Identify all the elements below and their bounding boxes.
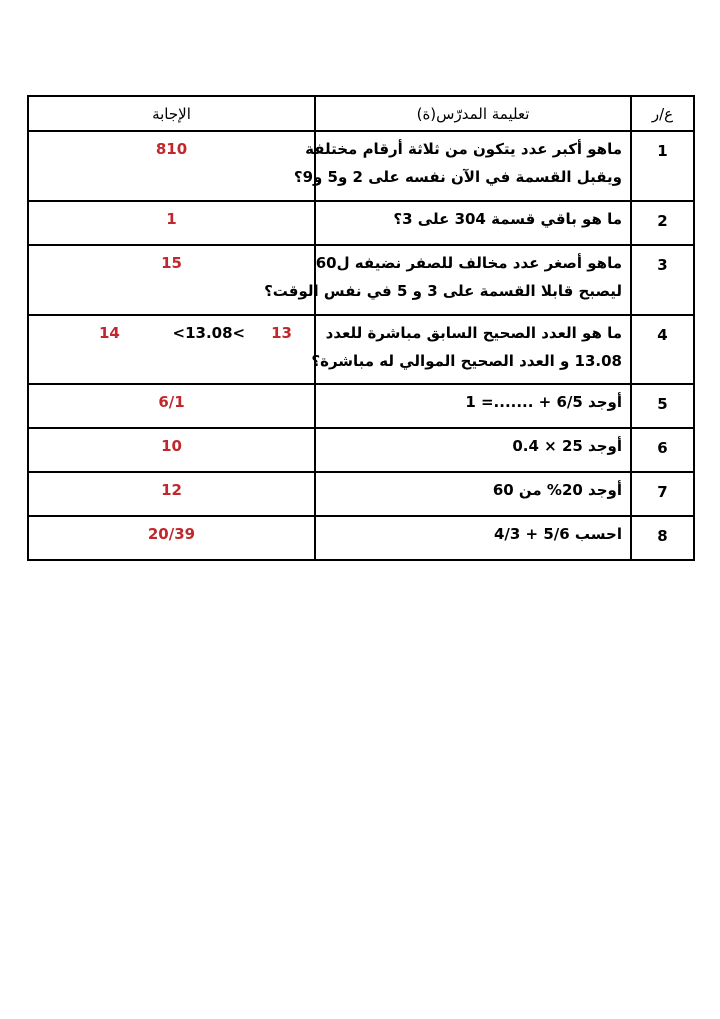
question-line: أوجد 6/5 + .......= 1 [465,393,622,411]
row-number: 6 [631,428,694,472]
row-number: 1 [631,131,694,201]
row-question [315,516,631,560]
row-number: 8 [631,516,694,560]
answer-mid: <13.08< [172,324,246,342]
table-row [28,315,694,384]
question-line: ويقبل القسمة في الآن نفسه على 2 و5 و9؟ [293,168,622,186]
row-number: 3 [631,245,694,315]
question-line: ليصبح قابلا القسمة على 3 و 5 في نفس الوقت؟ [264,282,622,300]
header-answer: الإجابة [28,96,315,131]
table-row [28,428,694,472]
row-answer: 1 [28,201,315,245]
row-answer: 10 [28,428,315,472]
row-number: 5 [631,384,694,428]
question-line: ما هو باقي قسمة 304 على 3؟ [393,210,622,228]
row-question [315,201,631,245]
row-question [311,315,631,384]
row-answer: 6/1 [28,384,315,428]
question-line: أوجد 25 × 0.4 [512,437,622,455]
header-question: تعليمة المدرّس(ة) [315,96,631,131]
row-answer [28,315,315,384]
row-number: 4 [631,315,694,384]
row-answer: 810 [28,131,315,201]
table-row [28,516,694,560]
header-row [28,96,694,131]
row-question [293,131,631,201]
question-line: ماهو أصغر عدد مخالف للصفر نضيفه ل60 [315,254,622,272]
row-question [315,384,631,428]
row-question [315,428,631,472]
question-line: 13.08 و العدد الصحيح الموالي له مباشرة؟ [311,352,622,370]
table-row [28,245,694,315]
row-number: 7 [631,472,694,516]
question-line: أوجد 20% من 60 [492,481,622,499]
row-answer: 12 [28,472,315,516]
table-row [28,384,694,428]
answer-low: 13 [271,324,292,342]
answer-range [29,324,314,342]
row-question [264,245,631,315]
row-answer: 20/39 [28,516,315,560]
table-row [28,472,694,516]
table-row [28,201,694,245]
question-line: ما هو العدد الصحيح السابق مباشرة للعدد [325,324,622,342]
question-line: ماهو أكبر عدد يتكون من ثلاثة أرقام مختلفة [305,140,622,158]
table-row [28,131,694,201]
question-line: احسب 5/6 + 4/3 [493,525,622,543]
worksheet-table [27,95,695,561]
row-number: 2 [631,201,694,245]
row-answer: 15 [28,245,315,315]
answer-high: 14 [99,324,120,342]
header-number: ع/ر [631,96,694,131]
row-question [315,472,631,516]
